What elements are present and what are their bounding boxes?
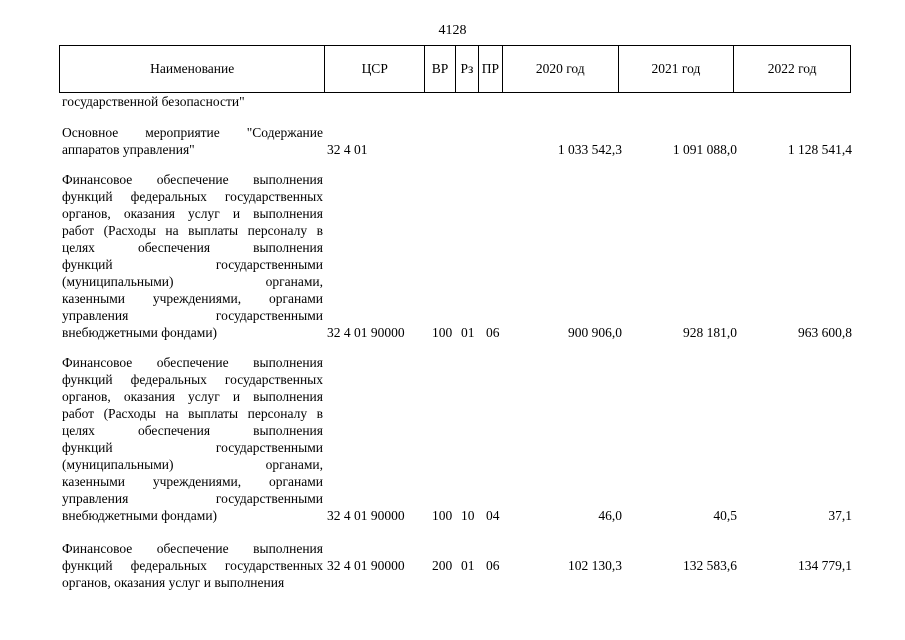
cell-csr: 32 4 01 90000	[327, 508, 405, 523]
row-name	[62, 124, 323, 158]
cell-v2022: 963 600,8	[798, 325, 852, 340]
cell-rz: 01	[461, 558, 475, 573]
name-line: органов, оказания услуг и выполнения	[62, 575, 285, 590]
name-line: аппаратов управления"	[62, 142, 195, 157]
cell-pr: 06	[486, 558, 500, 573]
page-number: 4128	[438, 23, 467, 38]
name-line: управления государственными	[62, 308, 323, 323]
name-line: работ (Расходы на выплаты персоналу в	[62, 406, 323, 421]
cell-pr: 04	[486, 508, 500, 523]
name-line: внебюджетными фондами)	[62, 325, 218, 340]
row-name	[62, 540, 323, 591]
cell-v2022: 134 779,1	[798, 558, 852, 573]
name-line: работ (Расходы на выплаты персоналу в	[62, 223, 323, 238]
cell-csr: 32 4 01 90000	[327, 558, 405, 573]
name-line: Финансовое обеспечение выполнения	[62, 541, 323, 556]
cell-v2021: 132 583,6	[683, 558, 737, 573]
name-line: целях обеспечения выполнения	[62, 423, 323, 438]
cell-v2020: 900 906,0	[568, 325, 622, 340]
name-line: управления государственными	[62, 491, 323, 506]
cell-rz: 01	[461, 325, 475, 340]
name-line: функций федеральных государственных	[62, 189, 323, 204]
name-line: целях обеспечения выполнения	[62, 240, 323, 255]
cell-v2020: 102 130,3	[568, 558, 622, 573]
name-line: органов, оказания услуг и выполнения	[62, 389, 323, 404]
name-line: казенными учреждениями, органами	[62, 474, 323, 489]
cell-v2021: 928 181,0	[683, 325, 737, 340]
name-line: функций федеральных государственных	[62, 558, 323, 573]
cell-v2020: 46,0	[598, 508, 622, 523]
cell-vr: 100	[432, 325, 453, 340]
name-line: (муниципальными) органами,	[62, 274, 323, 289]
continuation-text: государственной безопасности"	[62, 94, 245, 109]
table-header	[59, 45, 851, 93]
header-pr: ПР	[479, 46, 503, 92]
row-name	[62, 171, 323, 341]
header-2022: 2022 год	[767, 61, 817, 76]
name-line: функций федеральных государственных	[62, 372, 323, 387]
cell-v2021: 40,5	[713, 508, 737, 523]
name-line: органов, оказания услуг и выполнения	[62, 206, 323, 221]
header-vr: ВР	[425, 46, 456, 92]
name-line: функций государственными	[62, 257, 323, 272]
cell-vr: 200	[432, 558, 453, 573]
name-line: (муниципальными) органами,	[62, 457, 323, 472]
cell-v2022: 1 128 541,4	[787, 142, 852, 157]
header-2020: 2020 год	[503, 46, 619, 92]
cell-rz: 10	[461, 508, 475, 523]
cell-v2022: 37,1	[828, 508, 852, 523]
name-line: Основное мероприятие "Содержание	[62, 125, 323, 140]
cell-csr: 32 4 01 90000	[327, 325, 405, 340]
name-line: Финансовое обеспечение выполнения	[62, 172, 323, 187]
header-name: Наименование	[60, 46, 325, 92]
cell-v2020: 1 033 542,3	[557, 142, 622, 157]
name-line: внебюджетными фондами)	[62, 508, 218, 523]
name-line: Финансовое обеспечение выполнения	[62, 355, 323, 370]
header-csr: ЦСР	[325, 46, 425, 92]
name-line: казенными учреждениями, органами	[62, 291, 323, 306]
name-line: функций государственными	[62, 440, 323, 455]
header-2021: 2021 год	[619, 46, 735, 92]
cell-v2021: 1 091 088,0	[672, 142, 737, 157]
cell-csr: 32 4 01	[327, 142, 368, 157]
header-rz: Рз	[456, 46, 479, 92]
cell-pr: 06	[486, 325, 500, 340]
row-name	[62, 354, 323, 524]
cell-vr: 100	[432, 508, 453, 523]
